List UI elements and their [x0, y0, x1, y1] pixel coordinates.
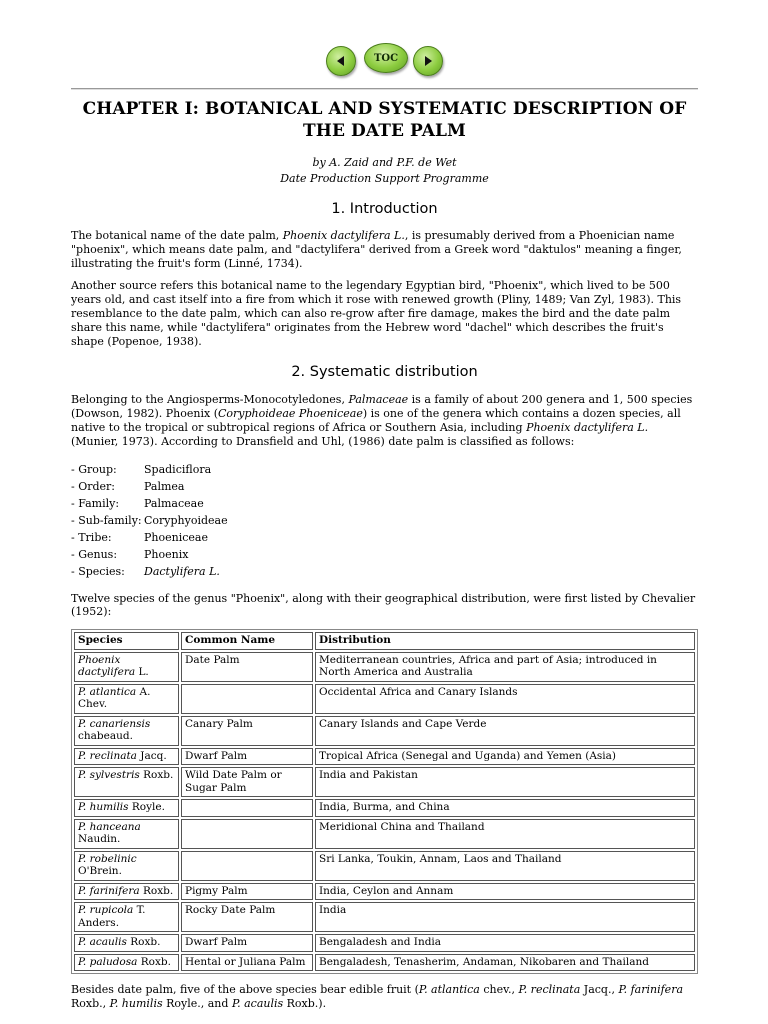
classification-row [71, 529, 698, 546]
classification-row [71, 495, 698, 512]
document-body [71, 98, 698, 1011]
next-button[interactable] [413, 46, 443, 76]
cell-distribution: Sri Lanka, Toukin, Annam, Laos and Thailand [315, 851, 695, 881]
italic-run: P. humilis [109, 996, 163, 1010]
italic-run: P. reclinata [518, 983, 581, 997]
column-header-common-name: Common Name [181, 632, 313, 650]
triangle-right-icon [422, 55, 434, 67]
classification-label: - Order: [71, 479, 116, 493]
species-authority: A. Chev. [78, 685, 151, 711]
cell-species [74, 934, 179, 952]
cell-common-name: Hental or Juliana Palm [181, 954, 313, 972]
section-heading-systematic [71, 362, 698, 382]
classification-value: Palmea [144, 479, 185, 493]
species-name: P. humilis [78, 801, 129, 814]
species-table [71, 629, 698, 974]
text-run: Jacq., [580, 983, 619, 997]
cell-distribution: Bengaladesh, Tenasherim, Andaman, Nikobaren and Thailand [315, 954, 695, 972]
text-run: (Munier, 1973). According to Dransfield and Uhl, (1986) date palm is classified as follows: [71, 434, 575, 448]
species-name: P. rupicola [78, 904, 134, 917]
species-name: P. hanceana [78, 820, 141, 833]
cell-distribution: India [315, 902, 695, 932]
classification-label: - Species: [71, 564, 125, 578]
species-authority: Roxb. [126, 936, 161, 949]
table-row [74, 934, 695, 952]
classification-value: Phoenix [144, 547, 189, 561]
classification-list [71, 461, 698, 580]
cell-species [74, 716, 179, 746]
cell-species [74, 902, 179, 932]
italic-run: P. atlantica [418, 983, 480, 997]
text-run: Royle., and [162, 996, 232, 1010]
classification-row [71, 563, 698, 580]
cell-species [74, 799, 179, 817]
table-row [74, 902, 695, 932]
species-name: P. canariensis [78, 717, 151, 730]
classification-label: - Tribe: [71, 530, 112, 544]
cell-common-name [181, 684, 313, 714]
intro-paragraph-1 [71, 229, 698, 270]
text-run: Roxb., [71, 996, 110, 1010]
text-run: chev., [479, 983, 519, 997]
species-name: P. sylvestris [78, 769, 140, 782]
cell-common-name [181, 819, 313, 849]
section-heading-systematic-text: 2. Systematic distribution [291, 364, 478, 381]
table-row [74, 851, 695, 881]
text-run: is a family of about 200 genera and 1, 500 species (Dowson, 1982). Phoenix ( [71, 393, 693, 421]
species-authority: Roxb. [139, 884, 174, 897]
species-name: Phoenix dactylifera [78, 653, 136, 679]
byline-programme: Date Production Support Programme [280, 172, 489, 185]
cell-distribution: Tropical Africa (Senegal and Uganda) and Yemen (Asia) [315, 748, 695, 766]
previous-button[interactable] [326, 46, 356, 76]
italic-run: P. acaulis [231, 996, 284, 1010]
column-header-species: Species [74, 632, 179, 650]
cell-common-name: Rocky Date Palm [181, 902, 313, 932]
classification-value: Palmaceae [144, 496, 204, 510]
byline [71, 155, 698, 187]
cell-common-name: Dwarf Palm [181, 934, 313, 952]
cell-species [74, 684, 179, 714]
toc-button[interactable] [364, 43, 408, 73]
species-name: P. robelinic [78, 852, 137, 865]
cell-species [74, 652, 179, 682]
species-authority: L. [135, 666, 149, 679]
cell-distribution: Mediterranean countries, Africa and part of Asia; introduced in North America and Australia [315, 652, 695, 682]
cell-common-name: Date Palm [181, 652, 313, 682]
classification-value: Phoeniceae [144, 530, 208, 544]
species-authority: Jacq. [136, 749, 167, 762]
byline-authors: by A. Zaid and P.F. de Wet [312, 156, 457, 169]
species-name: P. atlantica [78, 685, 137, 698]
cell-common-name [181, 799, 313, 817]
text-run: , is presumably derived from a Phoenician name "phoenix", which means date palm, and "dactylifera" derived from a Greek word "daktulos" meaning a finger, illustrating the fruit's form (Linné, 1734). [71, 229, 682, 270]
column-header-distribution: Distribution [315, 632, 695, 650]
cell-species [74, 954, 179, 972]
cell-distribution: Occidental Africa and Canary Islands [315, 684, 695, 714]
classification-label: - Family: [71, 496, 120, 510]
species-authority: Roxb. [139, 769, 174, 782]
species-authority: Roxb. [137, 955, 171, 968]
cell-species [74, 851, 179, 881]
italic-run: P. farinifera [618, 983, 684, 997]
cell-distribution: Canary Islands and Cape Verde [315, 716, 695, 746]
classification-label: - Sub-family: [71, 513, 142, 527]
cell-common-name: Canary Palm [181, 716, 313, 746]
classification-row [71, 512, 698, 529]
species-authority: T. Anders. [78, 904, 146, 929]
cell-common-name: Pigmy Palm [181, 883, 313, 901]
classification-label: - Group: [71, 462, 117, 476]
table-row [74, 684, 695, 714]
section-heading-introduction-text: 1. Introduction [331, 201, 438, 217]
text-run: The botanical name of the date palm, [71, 229, 283, 242]
table-row [74, 799, 695, 817]
classification-label: - Genus: [71, 547, 118, 561]
species-authority: O'Brein. [78, 865, 122, 878]
cell-distribution: India, Burma, and China [315, 799, 695, 817]
classification-row [71, 461, 698, 478]
chapter-title: CHAPTER I: BOTANICAL AND SYSTEMATIC DESCRIPTION OF THE DATE PALM [82, 99, 687, 141]
intro-paragraph-2: Another source refers this botanical name to the legendary Egyptian bird, "Phoenix", which lived to be 500 years old, and cast itself into a fire from which it rose with renewed growth (Pliny, 1489; Van Zyl, 1983). This resemblance to the date palm, which can also re-grow after fire damage, makes the bird and the date palm share this name, while "dactylifera" originates from the Hebrew word "dachel" which describes the fruit's shape (Popenoe, 1938). [71, 279, 682, 348]
cell-distribution: Bengaladesh and India [315, 934, 695, 952]
classification-value: Spadiciflora [144, 462, 212, 476]
species-name: P. acaulis [78, 936, 127, 949]
cell-species [74, 883, 179, 901]
table-row [74, 819, 695, 849]
cell-species [74, 767, 179, 797]
table-row [74, 748, 695, 766]
classification-value: Coryphyoideae [144, 513, 228, 527]
systematic-paragraph-2: Twelve species of the genus "Phoenix", along with their geographical distribution, were first listed by Chevalier (1952): [71, 591, 696, 619]
cell-distribution: India, Ceylon and Annam [315, 883, 695, 901]
cell-common-name [181, 851, 313, 881]
table-row [74, 652, 695, 682]
toc-button-label: TOC [373, 52, 399, 64]
table-header-row [74, 632, 695, 650]
text-run: Belonging to the Angiosperms-Monocotyledones, [71, 393, 349, 407]
species-authority: Naudin. [78, 833, 121, 846]
species-authority: chabeaud. [78, 730, 133, 743]
text-run: ) is one of the genera which contains a dozen species, all native to the tropical or subtropical regions of Africa or Southern Asia, including [71, 407, 681, 434]
cell-species [74, 819, 179, 849]
classification-value: Dactylifera L. [144, 564, 220, 578]
species-name: P. paludosa [78, 955, 138, 968]
species-authority: Royle. [128, 801, 165, 814]
cell-common-name: Dwarf Palm [181, 748, 313, 766]
section-heading-introduction [71, 199, 698, 219]
italic-run: Phoenix dactylifera L. [526, 420, 649, 434]
italic-run: Palmaceae [348, 393, 409, 407]
italic-run: Phoenix dactylifera L. [282, 229, 405, 242]
horizontal-rule [71, 88, 698, 90]
italic-run: Coryphoideae Phoeniceae [218, 407, 363, 421]
cell-distribution: India and Pakistan [315, 767, 695, 797]
triangle-left-icon [335, 55, 347, 67]
text-run: Roxb.). [283, 996, 327, 1010]
species-table-body [74, 652, 695, 972]
systematic-paragraph-1 [71, 393, 698, 448]
cell-common-name: Wild Date Palm or Sugar Palm [181, 767, 313, 797]
classification-row [71, 546, 698, 563]
table-row [74, 767, 695, 797]
cell-distribution: Meridional China and Thailand [315, 819, 695, 849]
text-run: Besides date palm, five of the above species bear edible fruit ( [71, 983, 419, 997]
classification-row [71, 478, 698, 495]
systematic-paragraph-3 [71, 983, 698, 1011]
table-row [74, 883, 695, 901]
cell-species [74, 748, 179, 766]
species-name: P. farinifera [78, 884, 140, 897]
table-row [74, 716, 695, 746]
table-row [74, 954, 695, 972]
navigation-bar [0, 38, 768, 78]
species-name: P. reclinata [78, 749, 137, 762]
